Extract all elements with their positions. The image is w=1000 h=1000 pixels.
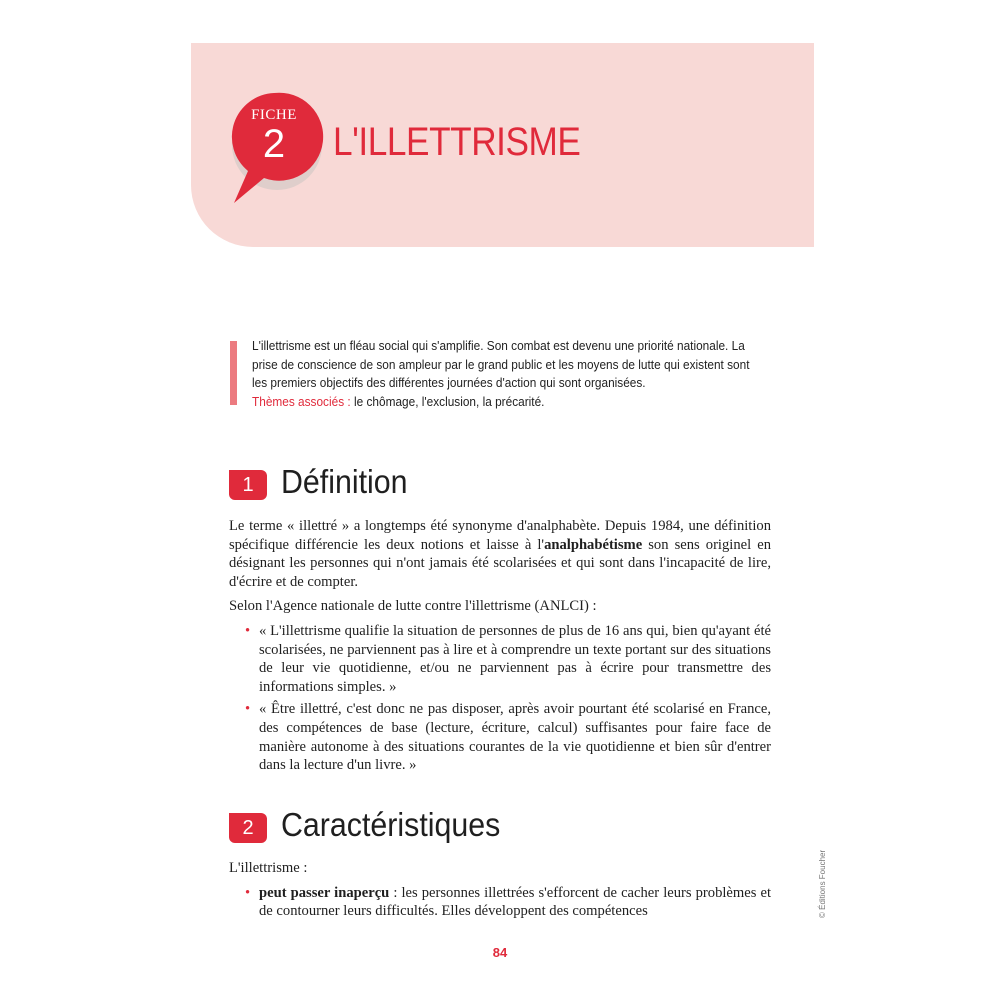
list-item [245, 622, 771, 696]
list-item-text: « L'illettrisme qualifie la situation de personnes de plus de 16 ans qui, bien qu'ayant été scolarisées, ne parviennent pas à lire et à comprendre un texte portant sur des situations de leur vie quotidienne, et/ou ne parviennent pas à écrire pour transmettre des informations simples. » [259, 622, 771, 695]
definition-text-a: Le terme « illettré » a longtemps été synonyme d'analphabète. Depuis 1984, une définition spécifique différencie les deux notions et laisse à l' [229, 518, 771, 553]
intro-box [252, 337, 755, 411]
section-1-body [229, 517, 771, 779]
publisher-credit: © Éditions Foucher [818, 849, 827, 918]
definition-bold-term: analphabétisme [544, 536, 643, 553]
section-number-badge: 2 [229, 813, 267, 843]
intro-accent-bar [230, 341, 237, 405]
badge-label: FICHE [251, 107, 297, 123]
characteristics-list [229, 884, 771, 921]
list-item-bold: peut passer inaperçu [259, 884, 390, 901]
page-title: L'ILLETTRISME [333, 120, 581, 164]
fiche-badge [228, 87, 332, 205]
definition-list [229, 622, 771, 775]
section-2-body [229, 859, 771, 925]
characteristics-intro: L'illettrisme : [229, 860, 308, 876]
intro-text: L'illettrisme est un fléau social qui s'amplifie. Son combat est devenu une priorité nationale. La prise de conscience de son ampleur par le grand public et les moyens de lutte qui existent sont les premiers objectifs des différentes journées d'action qui sont organisées. [252, 339, 750, 390]
section-title: Définition [281, 463, 408, 500]
definition-text-b: son sens originel en désignant les personnes qui n'ont jamais été scolarisées et qui sont dans l'incapacité de lire, d'écrire et de compter. [229, 536, 771, 590]
definition-paragraph [229, 517, 771, 591]
section-title: Caractéristiques [281, 806, 501, 843]
list-item-text: : les personnes illettrées s'efforcent de cacher leurs problèmes et de contourner leurs difficultés. Elles développent des compétences [259, 884, 772, 920]
anlci-intro: Selon l'Agence nationale de lutte contre l'illettrisme (ANLCI) : [229, 598, 597, 615]
list-item [245, 884, 772, 921]
bullet-icon: • [245, 884, 251, 901]
bullet-icon: • [245, 701, 251, 718]
themes-line [252, 393, 755, 412]
page-number: 84 [492, 945, 508, 960]
badge-number: 2 [262, 122, 286, 166]
list-item [245, 700, 771, 774]
bullet-icon: • [245, 622, 251, 639]
themes-value: le chômage, l'exclusion, la précarité. [350, 394, 545, 409]
list-item-text: « Être illettré, c'est donc ne pas disposer, après avoir pourtant été scolarisé en France, des compétences de base (lecture, écriture, calcul) suffisantes pour faire face de manière autonome à des situations courantes de la vie quotidienne et bien sûr d'entrer dans la lecture d'un livre. » [259, 701, 771, 774]
section-number-badge: 1 [229, 470, 267, 500]
themes-label: Thèmes associés : [252, 394, 351, 409]
